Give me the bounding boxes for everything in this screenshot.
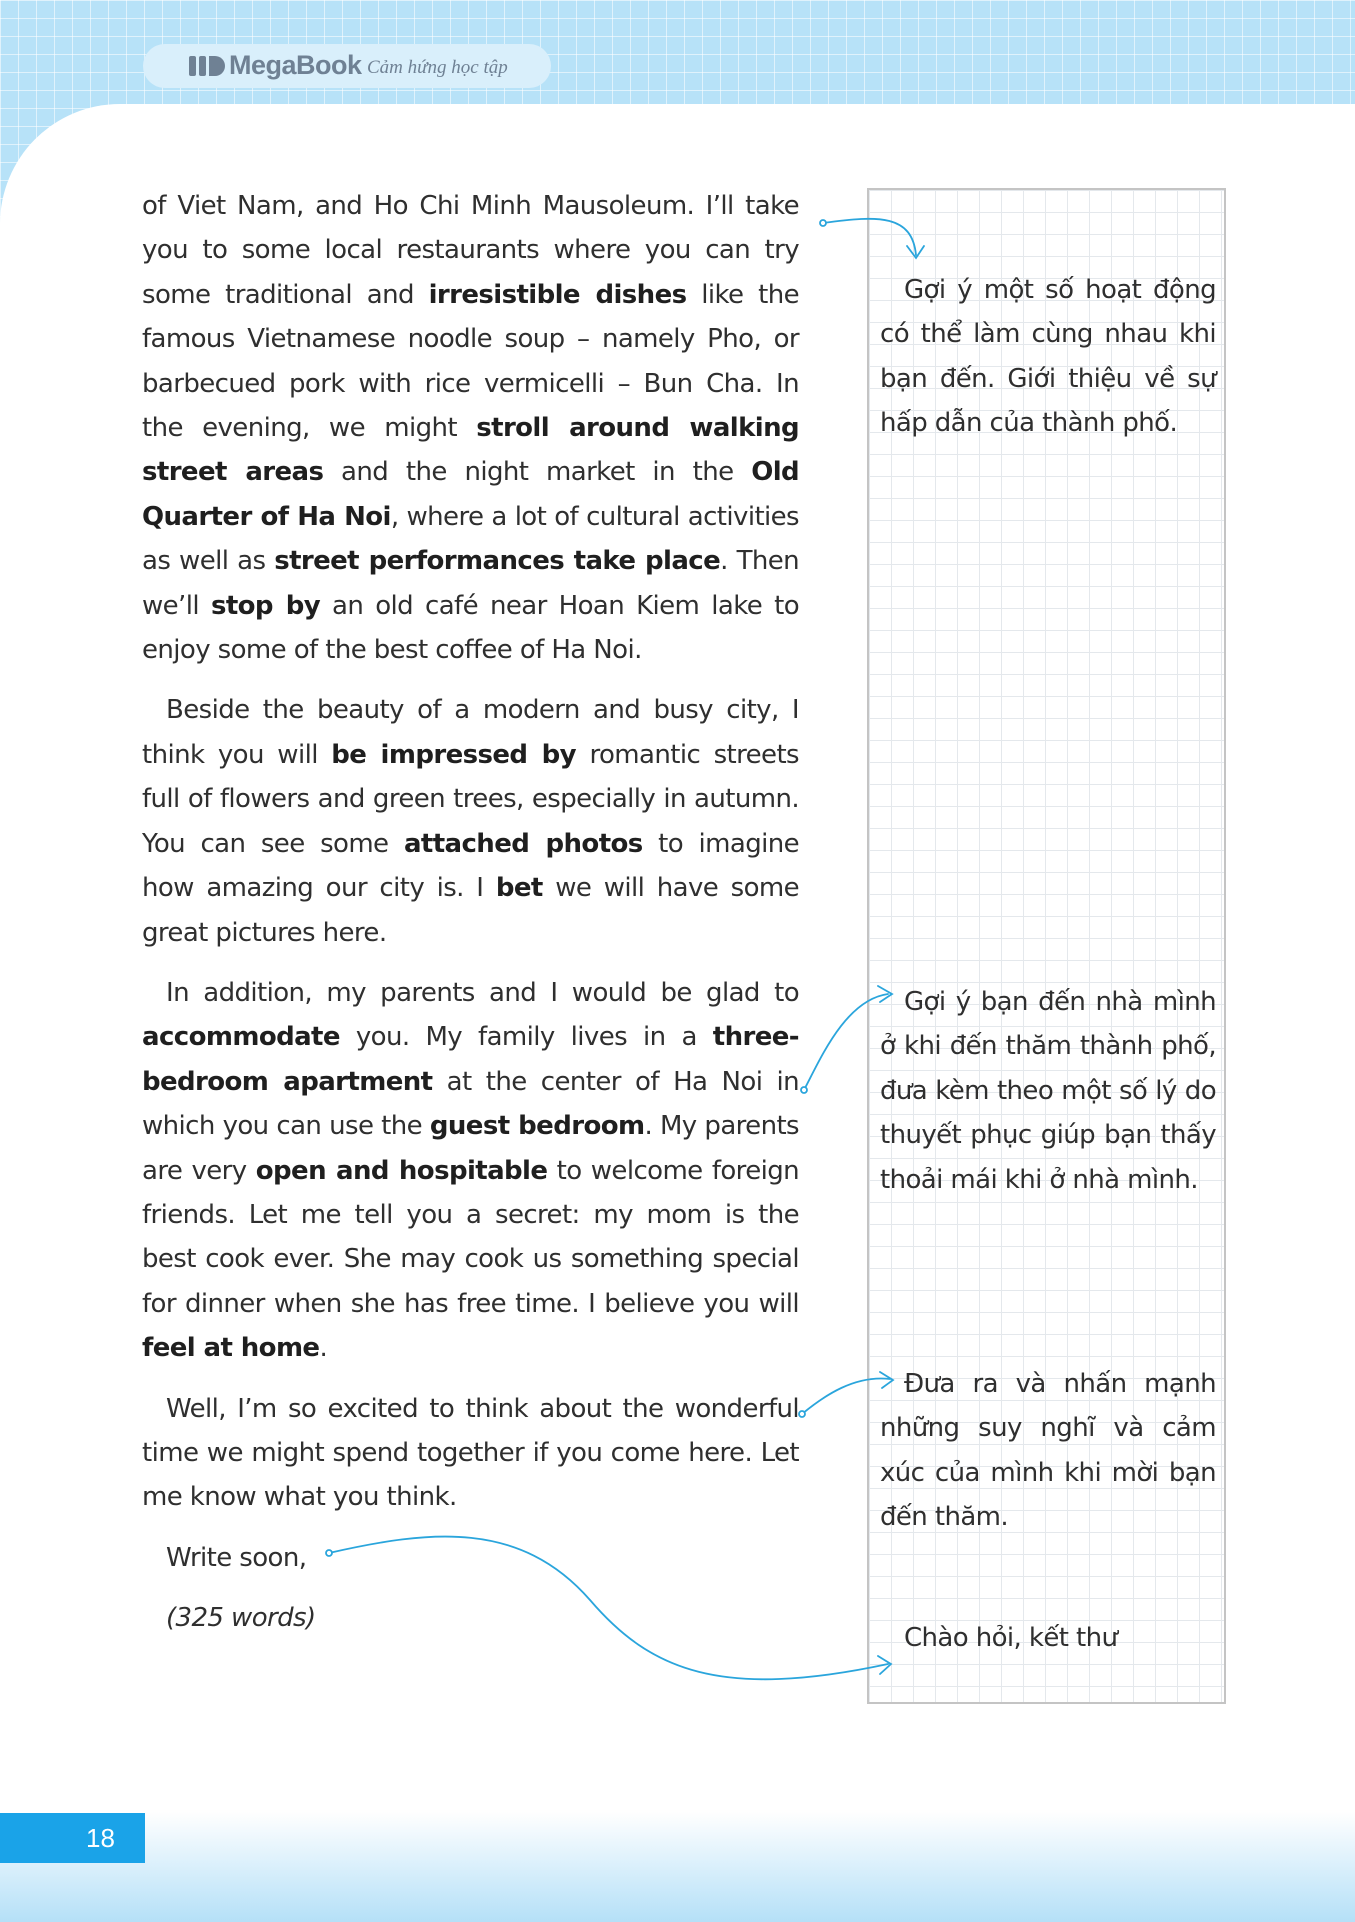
- note-accommodation: Gợi ý bạn đến nhà mình ở khi đến thăm thành phố, đưa kèm theo một số lý do thuyết phục giúp bạn thấy thoải mái khi ở nhà mình.: [880, 987, 1216, 1195]
- text-run: . My parents are very: [142, 1111, 799, 1186]
- text-run: . Then we’ll: [142, 546, 800, 621]
- note-activities: Gợi ý một số hoạt động có thể làm cùng nhau khi bạn đến. Giới thiệu về sự hấp dẫn của thành phố.: [880, 275, 1216, 439]
- note-closing: Chào hỏi, kết thư: [904, 1623, 1118, 1653]
- highlight-phrase: guest bedroom: [429, 1111, 645, 1142]
- highlight-phrase: stop by: [210, 590, 321, 621]
- letter-closing: Write soon,: [166, 1542, 307, 1573]
- text-run: Beside the beauty of a modern and busy city, I think you will: [142, 695, 799, 770]
- highlight-phrase: Old Quarter of Ha Noi: [142, 457, 800, 532]
- highlight-phrase: stroll around walking street areas: [142, 413, 799, 488]
- page-number: 18: [86, 1823, 115, 1853]
- text-run: romantic streets full of flowers and green trees, especially in autumn. You can see some: [142, 739, 799, 859]
- highlight-phrase: be impressed by: [331, 739, 577, 770]
- text-run: of Viet Nam, and Ho Chi Minh Mausoleum. I’ll take you to some local restaurants where you can try some traditional and: [142, 191, 799, 310]
- brand-logo: [143, 44, 551, 88]
- letter-paragraph-4: Well, I’m so excited to think about the wonderful time we might spend together if you come here. Let me know what you think.: [142, 1393, 799, 1513]
- letter-paragraph-3: [142, 971, 799, 1371]
- text-run: to imagine how amazing our city is. I: [142, 828, 800, 904]
- page-number-tab: [0, 1813, 145, 1863]
- text-run: like the famous Vietnamese noodle soup – namely Pho, or barbecued pork with rice vermicelli – Bun Cha. In the evening, we might: [142, 279, 799, 444]
- highlight-phrase: three-bedroom apartment: [142, 1022, 799, 1097]
- brand-slogan: Cảm hứng học tập: [367, 57, 508, 78]
- letter-paragraph-1: [142, 184, 799, 672]
- text-run: In addition, my parents and I would be glad to: [166, 977, 799, 1008]
- text-run: you. My family lives in a: [339, 1022, 713, 1053]
- text-run: , where a lot of cultural activities as well as: [142, 501, 799, 577]
- highlight-phrase: attached photos: [403, 828, 643, 859]
- highlight-phrase: accommodate: [142, 1022, 340, 1053]
- text-run: and the night market in the: [323, 457, 752, 488]
- text-run: to welcome foreign friends. Let me tell you a secret: my mom is the best cook ever. She may cook us something special for dinner when she has free time. I believe you will: [142, 1155, 799, 1319]
- highlight-phrase: bet: [495, 873, 543, 904]
- highlight-phrase: street performances take place: [274, 546, 721, 577]
- highlight-phrase: feel at home: [142, 1333, 320, 1364]
- word-count: (325 words): [166, 1603, 316, 1634]
- note-feelings: Đưa ra và nhấn mạnh những suy nghĩ và cảm xúc của mình khi mời bạn đến thăm.: [880, 1369, 1216, 1533]
- brand-name: MegaBook: [229, 50, 362, 80]
- footer-band: [0, 1812, 1355, 1922]
- letter-paragraph-2: [142, 688, 799, 954]
- text-run: at the center of Ha Noi in which you can use the: [142, 1066, 799, 1142]
- megabook-logo-icon: [189, 54, 225, 78]
- text-run: .: [319, 1333, 328, 1364]
- highlight-phrase: irresistible dishes: [428, 279, 687, 310]
- letter-body: [142, 184, 799, 1657]
- text-run: an old café near Hoan Kiem lake to enjoy some of the best coffee of Ha Noi.: [142, 590, 799, 666]
- highlight-phrase: open and hospitable: [255, 1155, 548, 1186]
- text-run: we will have some great pictures here.: [142, 873, 799, 948]
